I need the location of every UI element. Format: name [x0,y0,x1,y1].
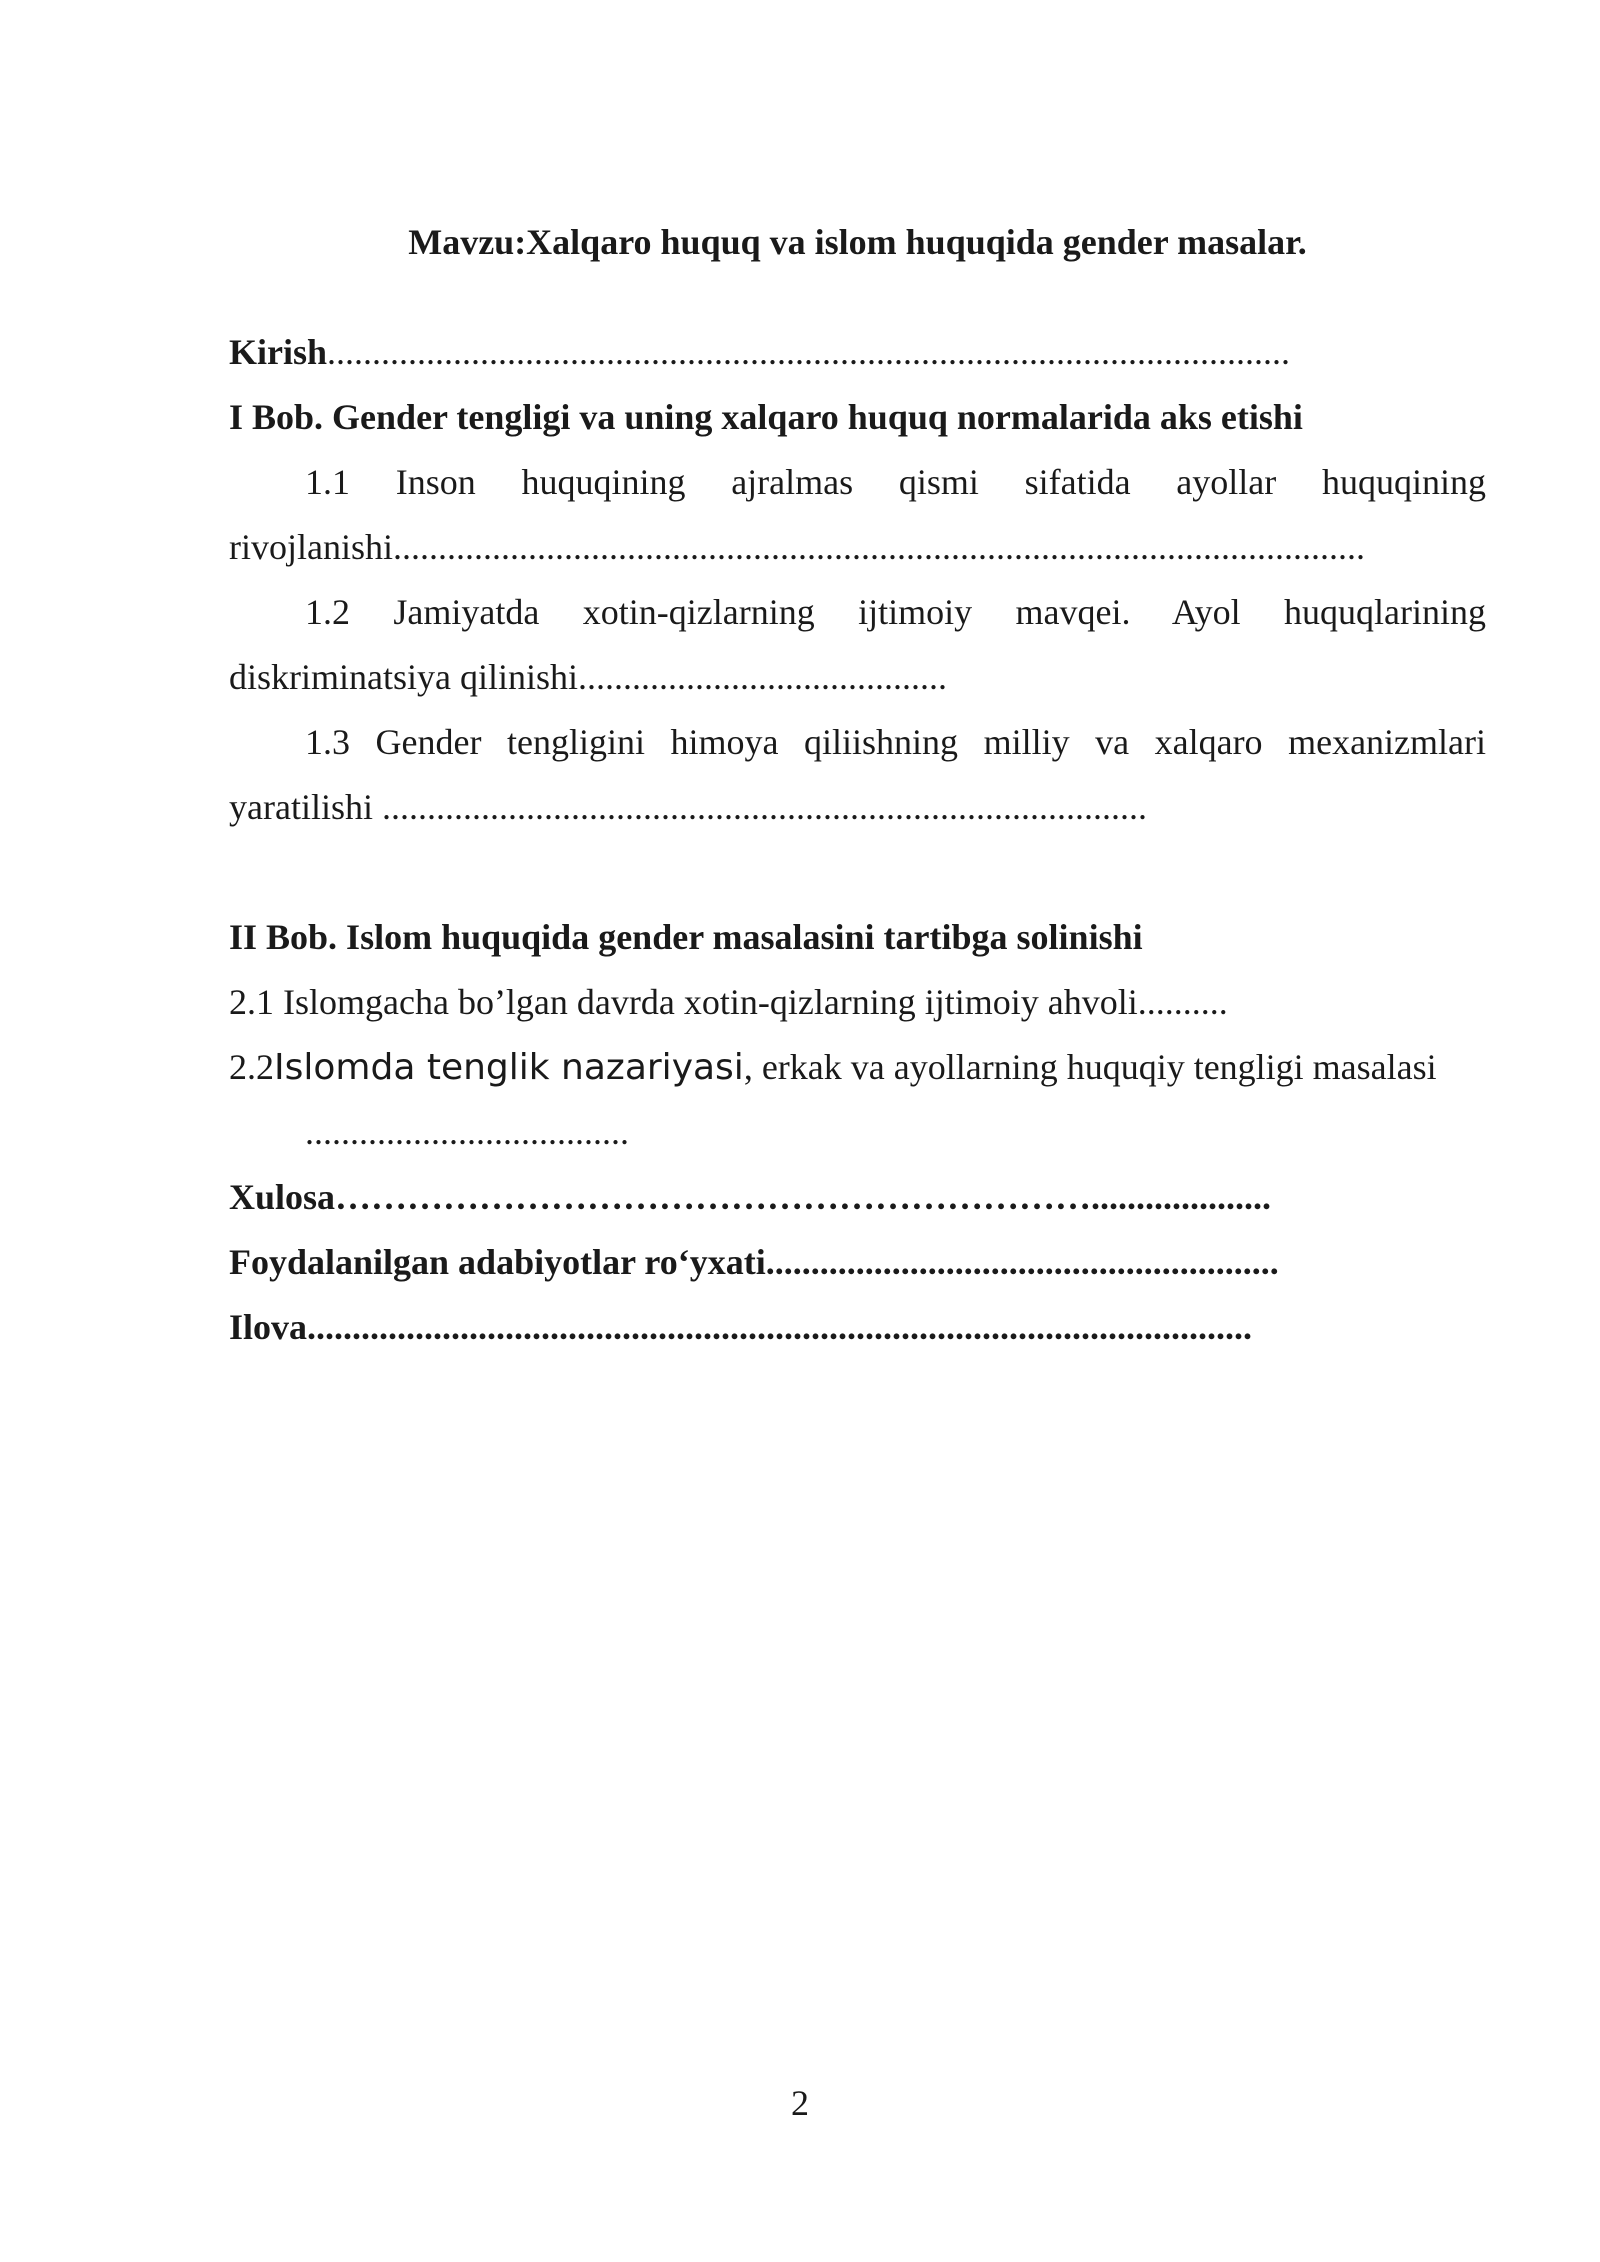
spacer [229,840,1486,905]
toc-entry-2-1: 2.1 Islomgacha bo’lgan davrda xotin-qizlarning ijtimoiy ahvoli.......... [229,982,1228,1022]
table-of-contents [229,210,1486,1360]
page-number: 2 [791,2083,809,2123]
toc-entry-highlight: Islomda tenglik nazariyasi [274,1047,744,1088]
toc-entry-1-3: 1.3 Gender tengligini himoya qiliishning milliy va xalqaro mexanizmlari yaratilishi ..................................................................................... [229,722,1486,827]
toc-entry-xulosa [229,1165,1486,1230]
toc-entry-adabiyotlar [229,1230,1486,1295]
toc-entry-2-2 [229,1035,1486,1100]
toc-leader-dots: ……………………………………………………….................... [335,1177,1272,1217]
toc-label: Foydalanilgan adabiyotlar ro‘yxati [229,1242,766,1282]
toc-entry-1-2: 1.2 Jamiyatda xotin-qizlarning ijtimoiy mavqei. Ayol huquqlarining diskriminatsiya qilinishi......................................... [229,592,1486,697]
toc-label: Kirish [229,332,328,372]
document-title: Mavzu:Xalqaro huquq va islom huquqida gender masalar. [408,222,1307,262]
toc-entry-ilova [229,1295,1486,1360]
toc-label: Xulosa [229,1177,336,1217]
toc-leader-dots-2-2: .................................... [305,1112,629,1152]
toc-entry-1-1: 1.1 Inson huquqining ajralmas qismi sifatida ayollar huquqining rivojlanishi............................................................................................................ [229,462,1486,567]
toc-entry-prefix: 2.2 [229,1047,274,1087]
toc-leader-dots: ......................................................................................................... [307,1307,1253,1347]
toc-heading-bob2: II Bob. Islom huquqida gender masalasini tartibga solinishi [229,917,1143,957]
toc-leader-dots: ......................................................... [765,1242,1279,1282]
toc-entry-rest: , erkak va ayollarning huquqiy tengligi masalasi [743,1047,1437,1087]
toc-heading-bob1: I Bob. Gender tengligi va uning xalqaro huquq normalarida aks etishi [229,397,1303,437]
toc-entry-kirish [229,320,1486,385]
toc-label: Ilova [229,1307,308,1347]
toc-leader-dots: ........................................................................................................... [327,332,1291,372]
